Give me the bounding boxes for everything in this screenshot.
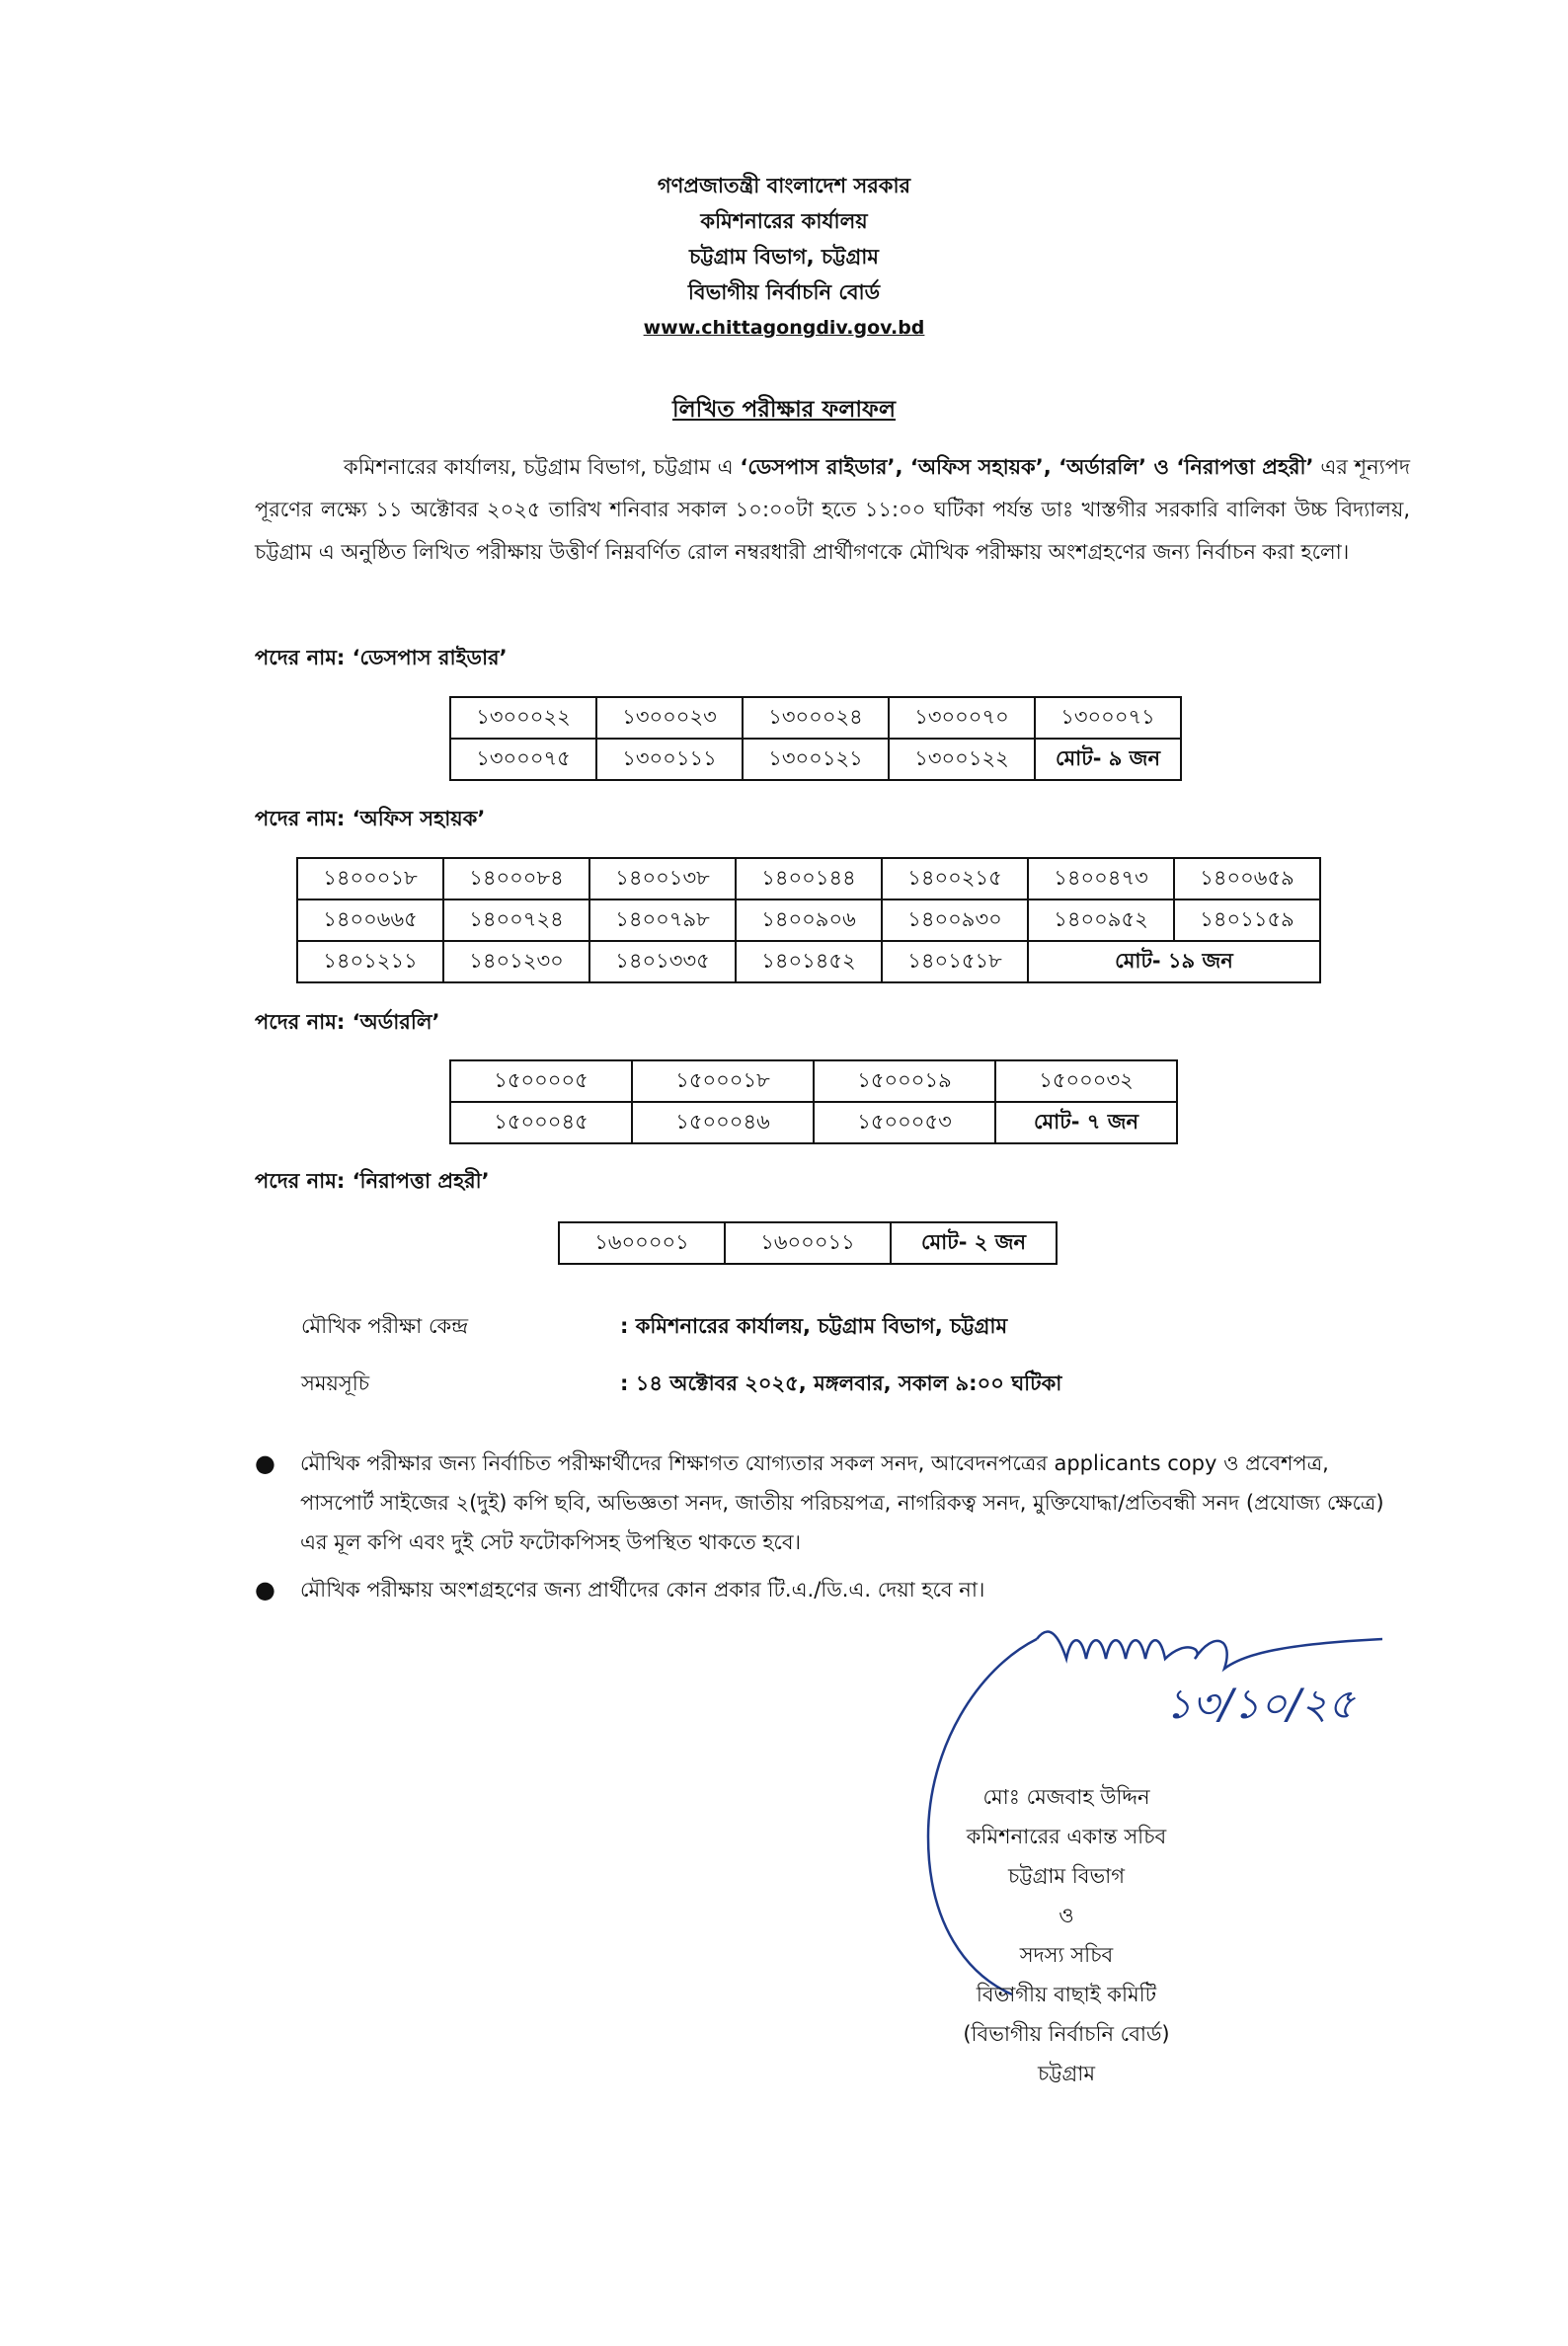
instruction-item	[255, 1444, 1400, 1562]
intro-posts: ‘ডেসপাস রাইডার’, ‘অফিস সহায়ক’, ‘অর্ডারলি’ ও ‘নিরাপত্তা প্রহরী’	[740, 455, 1314, 479]
viva-center-row	[301, 1310, 1387, 1340]
table-row	[297, 858, 1320, 899]
signature-date: ১৩/১০/২৫	[1165, 1680, 1355, 1728]
instruction-text: মৌখিক পরীক্ষার জন্য নির্বাচিত পরীক্ষার্থীদের শিক্ষাগত যোগ্যতার সকল সনদ, আবেদনপত্রের applicants copy ও প্রবেশপত্র, পাসপোর্ট সাইজের ২(দুই) কপি ছবি, অভিজ্ঞতা সনদ, জাতীয় পরিচয়পত্র, নাগরিকত্ব সনদ, মুক্তিযোদ্ধা/প্রতিবন্ধী সনদ (প্রযোজ্য ক্ষেত্রে) এর মূল কপি এবং দুই সেট ফটোকপিসহ উপস্থিত থাকতে হবে।	[300, 1451, 1384, 1554]
roll-cell: ১৫০০০১৯	[814, 1060, 995, 1102]
roll-cell: ১৪০০০১৮	[297, 858, 443, 899]
roll-cell: ১৩০০০২২	[450, 697, 596, 739]
signatory-designation: কমিশনারের একান্ত সচিব	[966, 1825, 1167, 1848]
viva-schedule-label: সময়সূচি	[301, 1371, 370, 1395]
roll-cell: ১৫০০০৩২	[995, 1060, 1177, 1102]
table-row	[450, 1060, 1177, 1102]
roll-cell: ১৪০০৯০৬	[736, 899, 882, 941]
roll-cell: ১৫০০০১৮	[632, 1060, 814, 1102]
roll-cell: ১৪০০১৩৮	[589, 858, 736, 899]
table-row	[297, 899, 1320, 941]
post-label-office-assistant: পদের নাম: ‘অফিস সহায়ক’	[255, 807, 486, 830]
post-label-orderly: পদের নাম: ‘অর্ডারলি’	[255, 1010, 440, 1034]
roll-cell: ১৪০১১৫৯	[1174, 899, 1320, 941]
website-link[interactable]: www.chittagongdiv.gov.bd	[643, 317, 925, 339]
roll-table-despatch-rider	[449, 696, 1182, 781]
signatory-block	[859, 1777, 1274, 2093]
roll-cell: ১৩০০০২৩	[596, 697, 743, 739]
roll-cell: ১৫০০০০৫	[450, 1060, 632, 1102]
roll-cell: ১৪০০৪৭৩	[1028, 858, 1174, 899]
govt-name: গণপ্রজাতন্ত্রী বাংলাদেশ সরকার	[657, 174, 911, 197]
roll-cell: ১৩০০১১১	[596, 739, 743, 780]
roll-cell: ১৫০০০৪৫	[450, 1102, 632, 1143]
roll-table-office-assistant	[296, 857, 1321, 983]
signatory-board: (বিভাগীয় নির্বাচনি বোর্ড)	[963, 2022, 1170, 2046]
roll-cell: ১৪০০৯৫২	[1028, 899, 1174, 941]
office-name: কমিশনারের কার্যালয়	[700, 209, 868, 233]
roll-cell: ১৪০০৭৯৮	[589, 899, 736, 941]
roll-cell: ১৫০০০৪৬	[632, 1102, 814, 1143]
total-count-cell: মোট- ৯ জন	[1035, 739, 1181, 780]
roll-cell: ১৪০০০৮৪	[443, 858, 589, 899]
board-name: বিভাগীয় নির্বাচনি বোর্ড	[687, 280, 881, 304]
total-count-cell: মোট- ১৯ জন	[1028, 941, 1320, 982]
roll-cell: ১৬০০০০১	[559, 1222, 725, 1264]
post-label-security-guard: পদের নাম: ‘নিরাপত্তা প্রহরী’	[255, 1169, 490, 1193]
post-label-despatch-rider: পদের নাম: ‘ডেসপাস রাইডার’	[255, 646, 508, 669]
signatory-conjunction: ও	[1058, 1904, 1074, 1927]
roll-cell: ১৬০০০১১	[725, 1222, 891, 1264]
table-row	[450, 739, 1181, 780]
page-title: লিখিত পরীক্ষার ফলাফল	[671, 397, 897, 423]
roll-cell: ১৪০১৩৩৫	[589, 941, 736, 982]
roll-cell: ১৪০০২১৫	[882, 858, 1028, 899]
intro-text-2: এর শূন্যপদ পূরণের লক্ষ্যে ১১ অক্টোবর ২০২৫ তারিখ শনিবার সকাল ১০:০০টা হতে ১১:০০ ঘটিকা পর্যন্ত ডাঃ খাস্তগীর সরকারি বালিকা উচ্চ বিদ্যালয়, চট্টগ্রাম এ অনুষ্ঠিত লিখিত পরীক্ষায় উত্তীর্ণ নিম্নবর্ণিত রোল নম্বরধারী প্রার্থীগণকে মৌখিক পরীক্ষায় অংশগ্রহণের জন্য নির্বাচন করা হলো।	[255, 455, 1410, 564]
roll-cell: ১৩০০০২৪	[743, 697, 889, 739]
roll-cell: ১৪০১২১১	[297, 941, 443, 982]
signatory-city: চট্টগ্রাম	[1037, 2062, 1096, 2085]
viva-schedule-row	[301, 1368, 1387, 1397]
roll-cell: ১৪০০৯৩০	[882, 899, 1028, 941]
roll-cell: ১৪০১৫১৮	[882, 941, 1028, 982]
viva-center-label: মৌখিক পরীক্ষা কেন্দ্র	[301, 1314, 469, 1338]
bullet-icon: ●	[255, 1449, 275, 1477]
roll-table-orderly	[449, 1059, 1178, 1144]
intro-text-1: কমিশনারের কার্যালয়, চট্টগ্রাম বিভাগ, চট্টগ্রাম এ	[344, 455, 741, 479]
roll-cell: ১৩০০০৭০	[889, 697, 1035, 739]
signature-name-stroke	[1037, 1632, 1382, 1669]
roll-cell: ১৪০০৭২৪	[443, 899, 589, 941]
table-row	[297, 941, 1320, 982]
roll-table-security-guard	[558, 1221, 1058, 1265]
table-row	[450, 1102, 1177, 1143]
total-count-cell: মোট- ২ জন	[891, 1222, 1057, 1264]
signatory-committee: বিভাগীয় বাছাই কমিটি	[976, 1983, 1157, 2006]
roll-cell: ১৫০০০৫৩	[814, 1102, 995, 1143]
viva-center-value: : কমিশনারের কার্যালয়, চট্টগ্রাম বিভাগ, চট্টগ্রাম	[620, 1314, 1008, 1338]
bullet-icon: ●	[255, 1576, 275, 1603]
roll-cell: ১৪০১৪৫২	[736, 941, 882, 982]
roll-cell: ১৩০০১২১	[743, 739, 889, 780]
roll-cell: ১৪০০৬৬৫	[297, 899, 443, 941]
signatory-name: মোঃ মেজবাহ উদ্দিন	[982, 1785, 1150, 1809]
roll-cell: ১৪০০৬৫৯	[1174, 858, 1320, 899]
signatory-designation-2: সদস্য সচিব	[1019, 1943, 1114, 1967]
roll-cell: ১৪০০১৪৪	[736, 858, 882, 899]
table-row	[450, 697, 1181, 739]
letterhead	[0, 168, 1568, 346]
signatory-division: চট্টগ্রাম বিভাগ	[1008, 1864, 1125, 1888]
roll-cell: ১৩০০০৭৫	[450, 739, 596, 780]
table-row	[559, 1222, 1057, 1264]
instruction-text: মৌখিক পরীক্ষায় অংশগ্রহণের জন্য প্রার্থীদের কোন প্রকার টি.এ./ডি.এ. দেয়া হবে না।	[300, 1578, 985, 1602]
roll-cell: ১৩০০০৭১	[1035, 697, 1181, 739]
division-name: চট্টগ্রাম বিভাগ, চট্টগ্রাম	[689, 245, 879, 269]
intro-paragraph	[255, 446, 1410, 574]
viva-schedule-value: : ১৪ অক্টোবর ২০২৫, মঙ্গলবার, সকাল ৯:০০ ঘটিকা	[620, 1371, 1062, 1395]
roll-cell: ১৩০০১২২	[889, 739, 1035, 780]
roll-cell: ১৪০১২৩০	[443, 941, 589, 982]
total-count-cell: মোট- ৭ জন	[995, 1102, 1177, 1143]
